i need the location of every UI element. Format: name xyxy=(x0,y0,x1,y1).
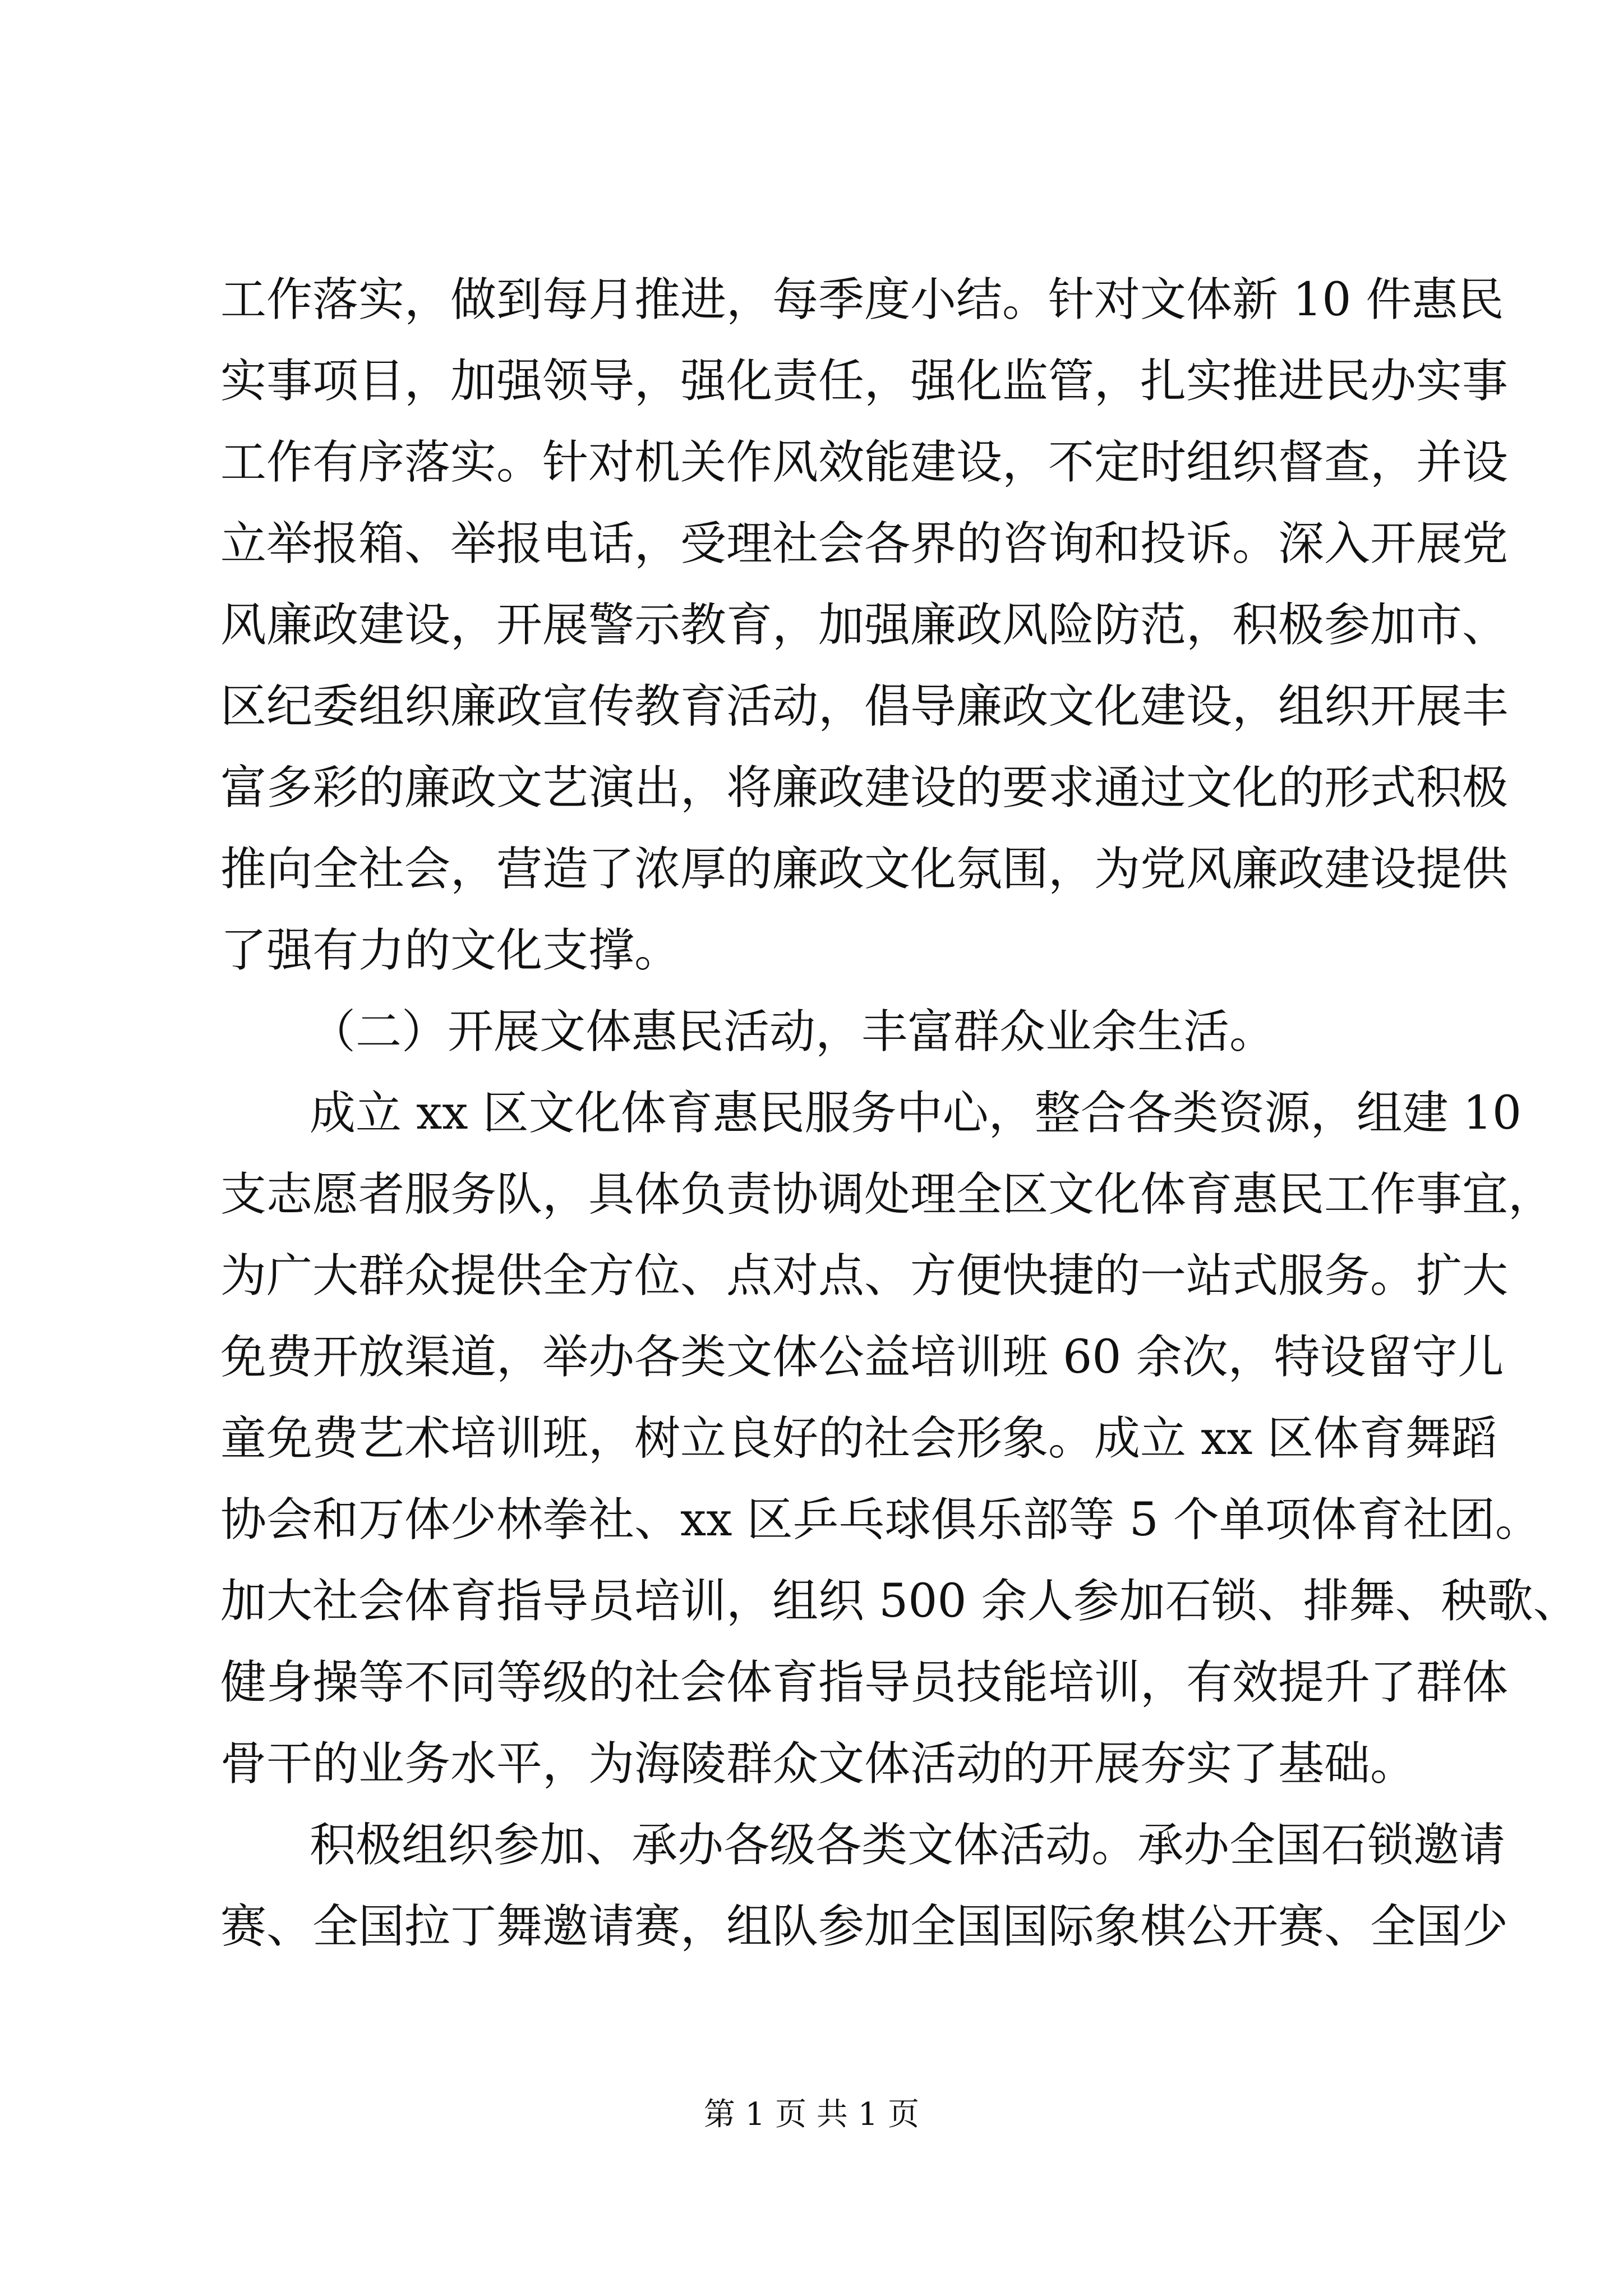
text-line: 积极组织参加、承办各级各类文体活动。承办全国石锁邀请 xyxy=(310,1819,1506,1872)
text-line: 赛、全国拉丁舞邀请赛，组队参加全国国际象棋公开赛、全国少 xyxy=(220,1900,1509,1953)
text-line: 支志愿者服务队，具体负责协调处理全区文化体育惠民工作事宜， xyxy=(220,1168,1555,1221)
page-footer: 第 1 页 共 1 页 xyxy=(703,2096,920,2133)
text-line: 风廉政建设，开展警示教育，加强廉政风险防范，积极参加市、 xyxy=(220,599,1509,652)
text-line: 富多彩的廉政文艺演出，将廉政建设的要求通过文化的形式积极 xyxy=(220,761,1509,815)
text-line: 推向全社会，营造了浓厚的廉政文化氛围，为党风廉政建设提供 xyxy=(220,843,1509,896)
text-line: 免费开放渠道，举办各类文体公益培训班 60 余次，特设留守儿 xyxy=(220,1331,1504,1384)
text-line: 童免费艺术培训班，树立良好的社会形象。成立 xx 区体育舞蹈 xyxy=(220,1412,1497,1465)
text-line: 区纪委组织廉政宣传教育活动，倡导廉政文化建设，组织开展丰 xyxy=(220,680,1509,733)
text-line: 成立 xx 区文化体育惠民服务中心，整合各类资源，组建 10 xyxy=(310,1087,1522,1140)
text-line: 骨干的业务水平，为海陵群众文体活动的开展夯实了基础。 xyxy=(220,1737,1417,1791)
text-line: 立举报箱、举报电话，受理社会各界的咨询和投诉。深入开展党 xyxy=(220,517,1509,570)
text-line: 为广大群众提供全方位、点对点、方便快捷的一站式服务。扩大 xyxy=(220,1249,1509,1303)
text-line: 加大社会体育指导员培训，组织 500 余人参加石锁、排舞、秧歌、 xyxy=(220,1575,1579,1628)
text-line: 了强有力的文化支撑。 xyxy=(220,924,681,977)
text-line: 健身操等不同等级的社会体育指导员技能培训，有效提升了群体 xyxy=(220,1656,1509,1709)
text-line: 实事项目，加强领导，强化责任，强化监管，扎实推进民办实事 xyxy=(220,355,1509,408)
section-heading: （二）开展文体惠民活动，丰富群众业余生活。 xyxy=(310,1005,1276,1059)
text-line: 工作落实，做到每月推进，每季度小结。针对文体新 10 件惠民 xyxy=(220,273,1504,326)
text-line: 工作有序落实。针对机关作风效能建设，不定时组织督查，并设 xyxy=(220,436,1509,489)
text-line: 协会和万体少林拳社、xx 区乒乓球俱乐部等 5 个单项体育社团。 xyxy=(220,1493,1541,1547)
